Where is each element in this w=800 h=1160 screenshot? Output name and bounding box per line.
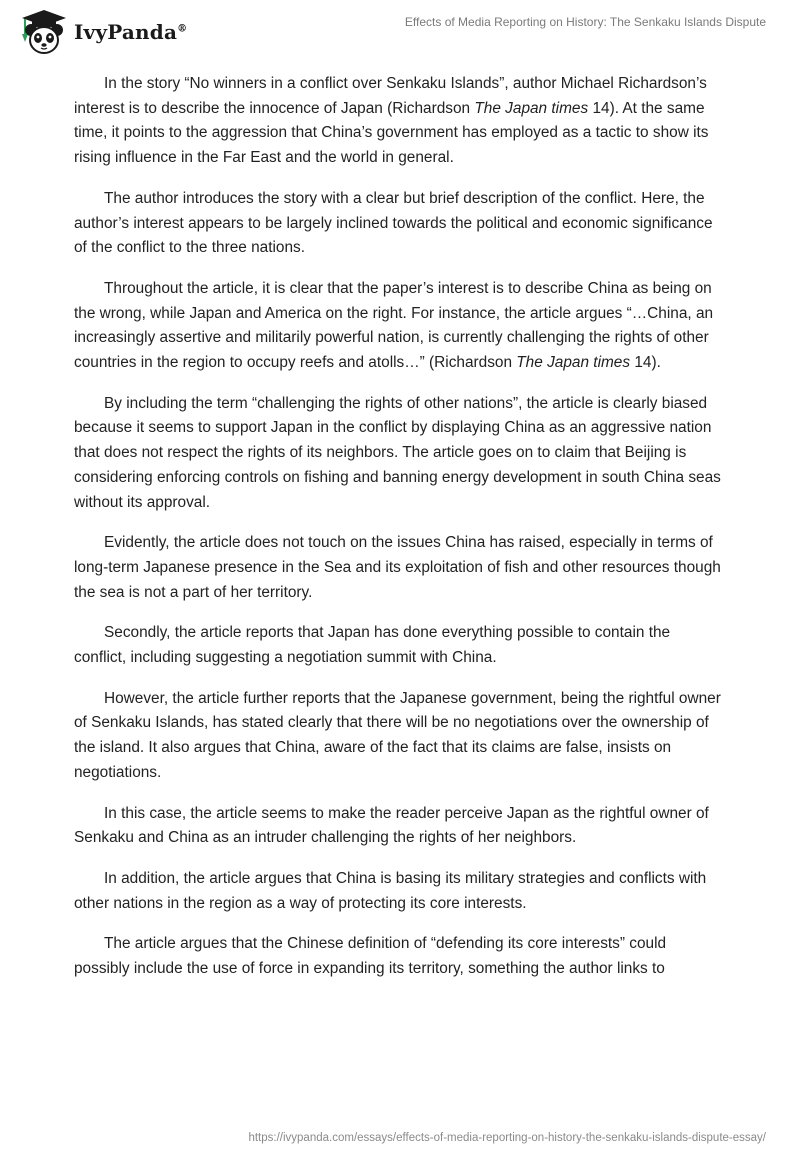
- ivypanda-logo[interactable]: [14, 8, 187, 56]
- essay-paragraph: [74, 72, 724, 171]
- panda-graduation-cap-icon: [14, 8, 70, 56]
- paragraph-text: 14).: [630, 354, 661, 372]
- essay-paragraph: [74, 802, 724, 851]
- cited-title: The Japan times: [474, 99, 589, 117]
- paragraph-text: The article argues that the Chinese definition of “defending its core interests” could possibly include the use of force in expanding its territory, something the author links to: [74, 935, 667, 978]
- essay-paragraph: [74, 687, 724, 786]
- paragraph-text: In the story “No winners in a conflict over Senkaku Islands”, author Michael Richardson’s interest is to describe the innocence of Japan (Richardson: [74, 75, 707, 117]
- paragraph-text: 14). At the same time, it points to the aggression that China’s government has employed as a tactic to show its rising influence in the Far East and the world in general.: [74, 99, 709, 167]
- paragraph-text: In this case, the article seems to make the reader perceive Japan as the rightful owner of Senkaku and China as an intruder challenging the rights of her neighbors.: [74, 804, 709, 847]
- essay-paragraph: [74, 187, 724, 261]
- paragraph-text: Secondly, the article reports that Japan has done everything possible to contain the conflict, including suggesting a negotiation summit with China.: [74, 624, 671, 667]
- essay-paragraph: [74, 867, 724, 916]
- paragraph-text: By including the term “challenging the rights of other nations”, the article is clearly biased because it seems to support Japan in the conflict by displaying China as an aggressive nation that does not respect the rights of its neighbors. The article goes on to claim that Beijing is considering enforcing controls on fishing and banning energy development in south China seas without its approval.: [74, 394, 721, 511]
- page-header: [0, 0, 800, 60]
- paragraph-text: Throughout the article, it is clear that the paper’s interest is to describe China as being on the wrong, while Japan and America on the right. For instance, the article argues “…China, an increasingly assertive and militarily powerful nation, is currently challenging the rights of other countries in the region to occupy reefs and atolls…” (Richardson: [74, 279, 714, 372]
- essay-paragraph: [74, 932, 724, 981]
- source-url[interactable]: https://ivypanda.com/essays/effects-of-media-reporting-on-history-the-senkaku-islands-dispute-essay/: [248, 1132, 766, 1144]
- essay-paragraph: [74, 392, 724, 516]
- essay-paragraph: [74, 531, 724, 605]
- brand-name: IvyPanda®: [74, 20, 188, 44]
- paragraph-text: In addition, the article argues that China is basing its military strategies and conflicts with other nations in the region as a way of protecting its core interests.: [74, 869, 707, 912]
- document-title: Effects of Media Reporting on History: The Senkaku Islands Dispute: [404, 15, 766, 29]
- essay-paragraph: [74, 277, 724, 376]
- essay-paragraph: [74, 621, 724, 670]
- paragraph-text: However, the article further reports that the Japanese government, being the rightful owner of Senkaku Islands, has stated clearly that there will be no negotiations over the ownership of the island. It also argues that China, aware of the fact that its claims are false, insists on negotiations.: [74, 689, 721, 781]
- paragraph-text: The author introduces the story with a clear but brief description of the conflict. Here, the author’s interest appears to be largely inclined towards the political and economic significance of the conflict to the three nations.: [74, 189, 713, 257]
- paragraph-text: Evidently, the article does not touch on the issues China has raised, especially in terms of long-term Japanese presence in the Sea and its exploitation of fish and other resources though the sea is not a part of her territory.: [74, 534, 721, 601]
- cited-title: The Japan times: [516, 354, 631, 372]
- essay-body: [74, 72, 724, 998]
